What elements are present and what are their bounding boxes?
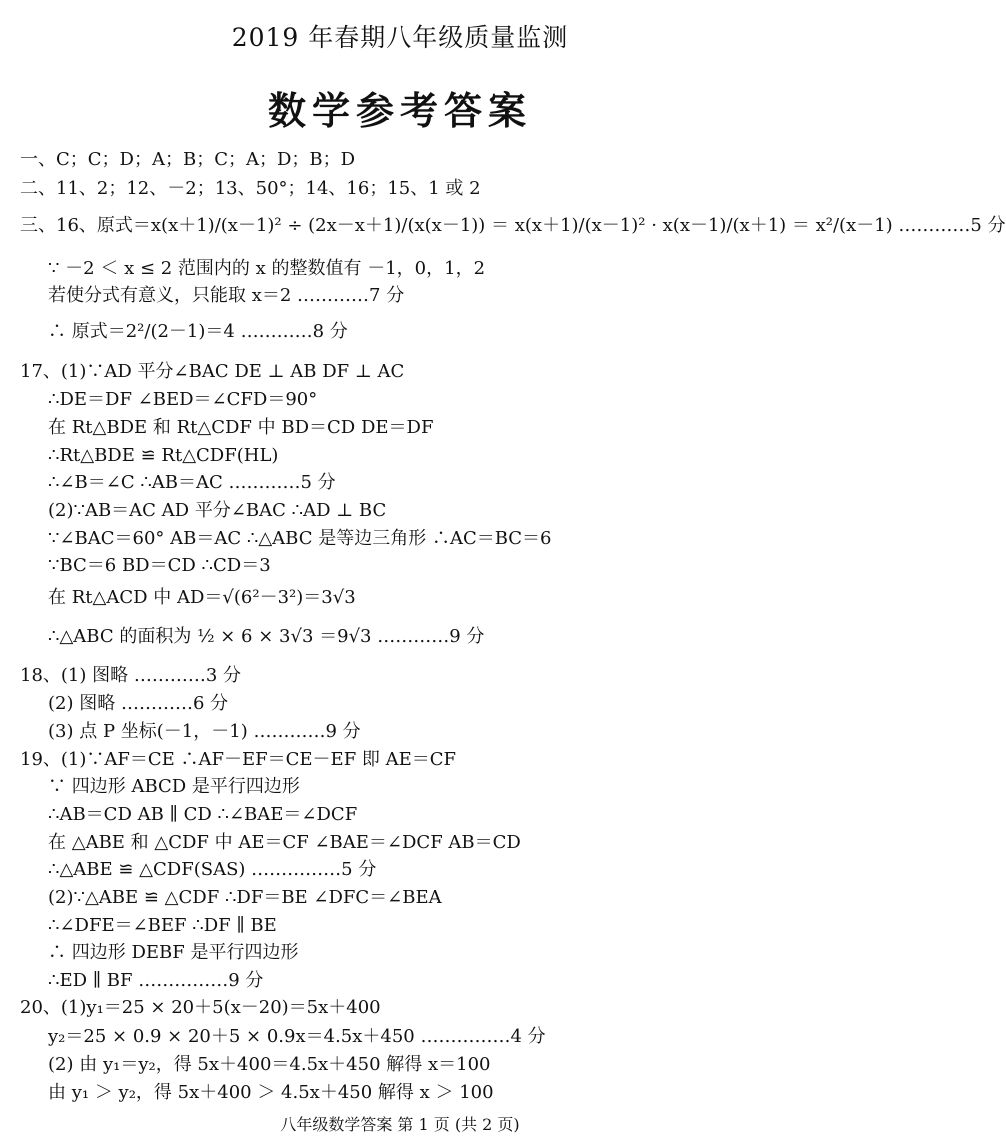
answer-line: (2)∵AB＝AC AD 平分∠BAC ∴AD ⊥ BC (48, 500, 387, 521)
answer-line: 17、(1)∵AD 平分∠BAC DE ⊥ AB DF ⊥ AC (20, 361, 405, 382)
answer-line: (3) 点 P 坐标(－1，－1) …………9 分 (48, 721, 361, 742)
answer-line: ∵ 四边形 ABCD 是平行四边形 (48, 776, 300, 797)
page-footer: 八年级数学答案 第 1 页 (共 2 页) (280, 1115, 520, 1134)
answer-line: 20、(1)y₁＝25 × 20＋5(x－20)＝5x＋400 (20, 997, 381, 1018)
answer-line: ∴ 四边形 DEBF 是平行四边形 (48, 942, 299, 963)
answer-line: 19、(1)∵AF＝CE ∴AF－EF＝CE－EF 即 AE＝CF (20, 749, 457, 770)
answer-line: ∴AB＝CD AB ∥ CD ∴∠BAE＝∠DCF (48, 804, 358, 825)
answer-line: ∵BC＝6 BD＝CD ∴CD＝3 (48, 555, 271, 576)
answer-line: ∴△ABE ≌ △CDF(SAS) ……………5 分 (48, 859, 377, 880)
answer-line: ∵∠BAC＝60° AB＝AC ∴△ABC 是等边三角形 ∴AC＝BC＝6 (48, 528, 552, 549)
answer-line: ∴ 原式＝2²/(2－1)＝4 …………8 分 (48, 321, 348, 342)
answer-line: 在 Rt△BDE 和 Rt△CDF 中 BD＝CD DE＝DF (48, 417, 434, 438)
answer-line: 在 △ABE 和 △CDF 中 AE＝CF ∠BAE＝∠DCF AB＝CD (48, 832, 521, 853)
answer-line: ∴ED ∥ BF ……………9 分 (48, 970, 264, 991)
answer-line: 三、16、原式＝x(x＋1)/(x－1)² ÷ (2x－x＋1)/(x(x－1)) ＝ x(x＋1)/(x－1)² · x(x－1)/(x＋1) ＝ x²/(x－1) …………5 分 (20, 215, 1006, 236)
answer-line: 在 Rt△ACD 中 AD＝√(6²－3²)＝3√3 (48, 587, 356, 608)
answer-line: ∴∠B＝∠C ∴AB＝AC …………5 分 (48, 472, 336, 493)
answer-line: 一、C；C；D；A；B；C；A；D；B；D (20, 149, 356, 170)
answer-line: 二、11、2；12、－2；13、50°；14、16；15、1 或 2 (20, 178, 481, 199)
exam-title: 2019 年春期八年级质量监测 (231, 23, 569, 52)
answer-line: ∴△ABC 的面积为 ½ × 6 × 3√3 ＝9√3 …………9 分 (48, 626, 485, 647)
answer-key-title: 数学参考答案 (267, 88, 532, 133)
answer-line: ∵ －2 ＜ x ≤ 2 范围内的 x 的整数值有 －1，0，1，2 (48, 258, 486, 279)
answer-line: ∴∠DFE＝∠BEF ∴DF ∥ BE (48, 915, 277, 936)
answer-line: 若使分式有意义，只能取 x＝2 …………7 分 (48, 285, 405, 306)
answer-line: ∴DE＝DF ∠BED＝∠CFD＝90° (48, 389, 318, 410)
answer-line: (2) 由 y₁＝y₂，得 5x＋400＝4.5x＋450 解得 x＝100 (48, 1054, 491, 1075)
answer-line: (2)∵△ABE ≌ △CDF ∴DF＝BE ∠DFC＝∠BEA (48, 887, 442, 908)
answer-line: 18、(1) 图略 …………3 分 (20, 665, 242, 686)
answer-line: ∴Rt△BDE ≌ Rt△CDF(HL) (48, 445, 279, 466)
answer-line: (2) 图略 …………6 分 (48, 693, 229, 714)
answer-line: 由 y₁ ＞ y₂，得 5x＋400 ＞ 4.5x＋450 解得 x ＞ 100 (48, 1082, 494, 1103)
answer-line: y₂＝25 × 0.9 × 20＋5 × 0.9x＝4.5x＋450 ……………4 分 (48, 1026, 546, 1047)
